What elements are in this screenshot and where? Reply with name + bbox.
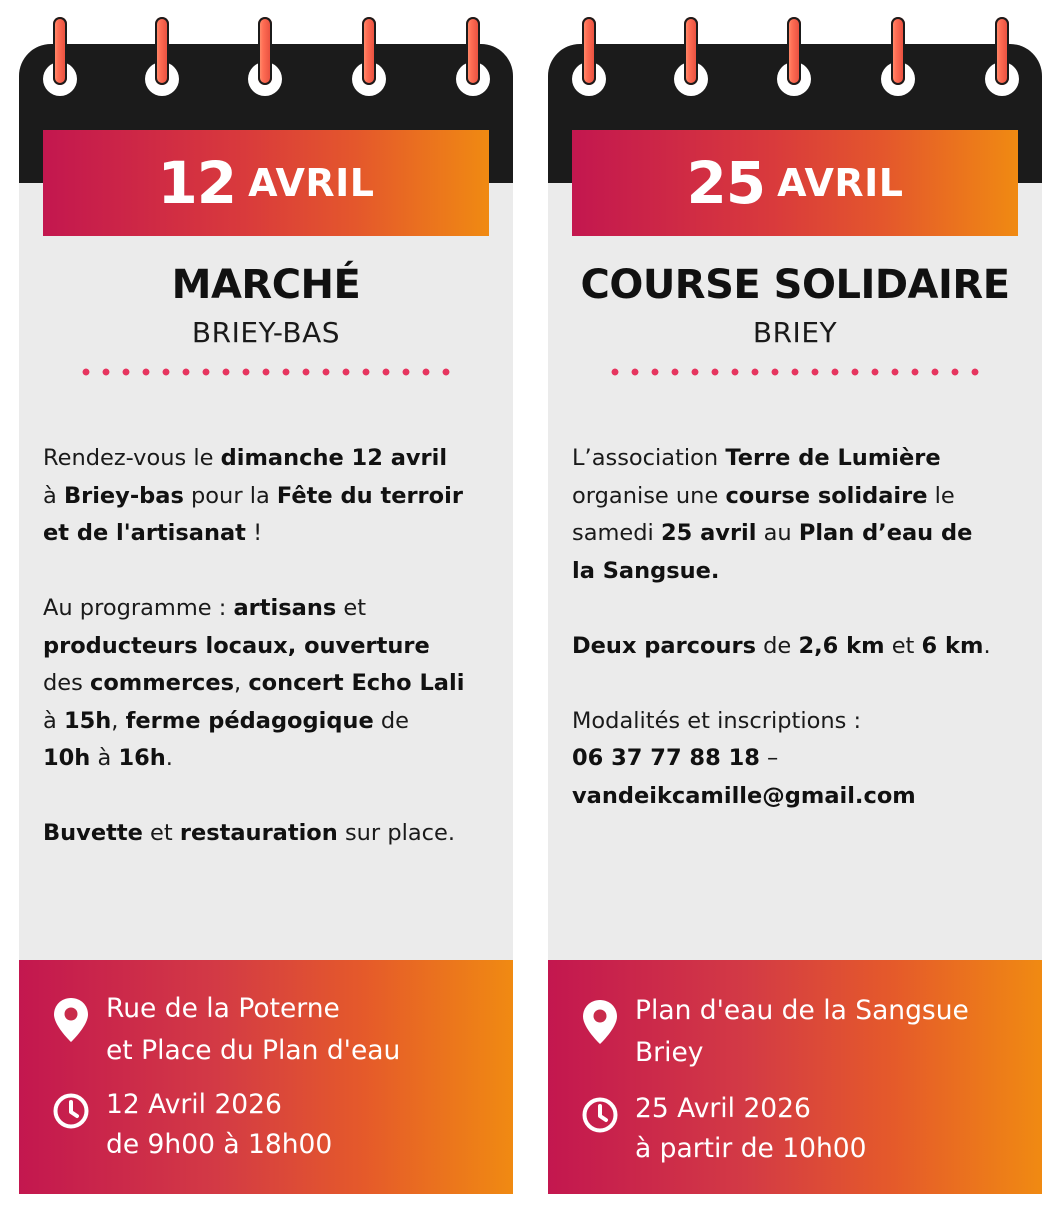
text: des: [43, 670, 90, 696]
time-line-1: 25 Avril 2026: [635, 1093, 811, 1124]
text: et: [884, 632, 922, 659]
spiral-ring-icon: [684, 17, 698, 85]
spiral-ring-icon: [582, 17, 596, 85]
clock-icon: [581, 1096, 619, 1134]
description-paragraph: [43, 440, 493, 553]
spiral-ring-icon: [891, 17, 905, 85]
bold-text: 10h: [43, 745, 91, 771]
text: –: [759, 745, 779, 771]
dotted-divider: [76, 368, 456, 376]
description-paragraph: [43, 590, 493, 778]
text: samedi: [572, 520, 661, 546]
text: de: [756, 632, 799, 659]
time-line-2: de 9h00 à 18h00: [106, 1129, 333, 1160]
location-pin-icon: [581, 998, 619, 1046]
text: ,: [111, 707, 126, 734]
description-paragraph: [572, 440, 1022, 590]
spiral-ring-icon: [53, 17, 67, 85]
text: au: [756, 520, 799, 546]
event-title: MARCHÉ: [171, 262, 361, 308]
description-paragraph: [43, 815, 493, 853]
bold-text: producteurs locaux, ouverture: [43, 632, 430, 659]
bold-text: concert Echo Lali: [248, 670, 465, 696]
text: à: [43, 482, 64, 509]
bold-text: commerces: [90, 670, 235, 696]
text: et: [336, 595, 367, 621]
text: à: [90, 745, 119, 771]
spiral-ring-icon: [995, 17, 1009, 85]
bold-text: Buvette: [43, 820, 143, 846]
text: sur place.: [337, 820, 456, 846]
email-address: vandeikcamille@gmail.com: [572, 782, 916, 809]
bold-text: Deux parcours: [572, 632, 756, 659]
text: à: [43, 707, 64, 734]
event-info-footer: [548, 960, 1042, 1194]
time-line-2: à partir de 10h00: [635, 1133, 867, 1164]
event-place: BRIEY: [752, 316, 838, 349]
location-line-1: Plan d'eau de la Sangsue: [635, 995, 969, 1026]
event-place: BRIEY-BAS: [191, 316, 341, 349]
location-line-2: et Place du Plan d'eau: [106, 1035, 401, 1066]
text: .: [165, 745, 173, 771]
event-description: [43, 440, 493, 890]
spiral-ring-icon: [362, 17, 376, 85]
text: organise une: [572, 482, 726, 509]
date-banner: [43, 130, 489, 236]
event-description: [572, 440, 1022, 853]
text: Au programme :: [43, 595, 234, 621]
event-card-marche: [19, 0, 513, 1194]
date-day: 25: [686, 149, 766, 217]
date-banner: [572, 130, 1018, 236]
bold-text: Terre de Lumière: [725, 445, 941, 471]
bold-text: course solidaire: [725, 482, 928, 509]
date-day: 12: [157, 149, 237, 217]
spiral-ring-icon: [466, 17, 480, 85]
text: .: [983, 632, 991, 659]
text: !: [245, 520, 263, 546]
text: ,: [234, 670, 249, 696]
bold-text: 15h: [63, 707, 112, 734]
location-line-1: Rue de la Poterne: [106, 993, 340, 1024]
description-paragraph: [572, 703, 1022, 816]
dotted-divider: [605, 368, 985, 376]
bold-text: dimanche 12 avril: [220, 445, 448, 471]
location-pin-icon: [52, 996, 90, 1044]
event-info-footer: [19, 960, 513, 1194]
text: de: [373, 707, 409, 734]
text: Modalités et inscriptions :: [572, 707, 862, 734]
bold-text: ferme pédagogique: [125, 707, 374, 734]
bold-text: 16h: [118, 745, 166, 771]
spiral-ring-icon: [787, 17, 801, 85]
event-title: COURSE SOLIDAIRE: [580, 262, 1010, 308]
description-paragraph: [572, 628, 1022, 666]
date-month: AVRIL: [248, 161, 375, 205]
bold-text: artisans: [233, 595, 337, 621]
bold-text: 6 km: [921, 632, 984, 659]
spiral-ring-icon: [155, 17, 169, 85]
text: Rendez-vous le: [43, 445, 221, 471]
location-line-2: Briey: [635, 1037, 704, 1068]
clock-icon: [52, 1092, 90, 1130]
spiral-ring-icon: [258, 17, 272, 85]
bold-text: Briey-bas: [63, 482, 184, 509]
bold-text: Fête du terroir: [276, 482, 463, 509]
bold-text: restauration: [179, 820, 338, 846]
text: L’association: [572, 445, 726, 471]
bold-text: la Sangsue.: [572, 557, 720, 584]
bold-text: 25 avril: [660, 520, 757, 546]
event-card-course-solidaire: [548, 0, 1042, 1194]
text: et: [142, 820, 180, 846]
phone-number: 06 37 77 88 18: [572, 745, 760, 771]
bold-text: et de l'artisanat: [43, 520, 246, 546]
text: pour la: [183, 482, 277, 509]
text: le: [927, 482, 955, 509]
bold-text: Plan d’eau de: [798, 520, 973, 546]
time-line-1: 12 Avril 2026: [106, 1089, 282, 1120]
bold-text: 2,6 km: [798, 632, 885, 659]
date-month: AVRIL: [777, 161, 904, 205]
